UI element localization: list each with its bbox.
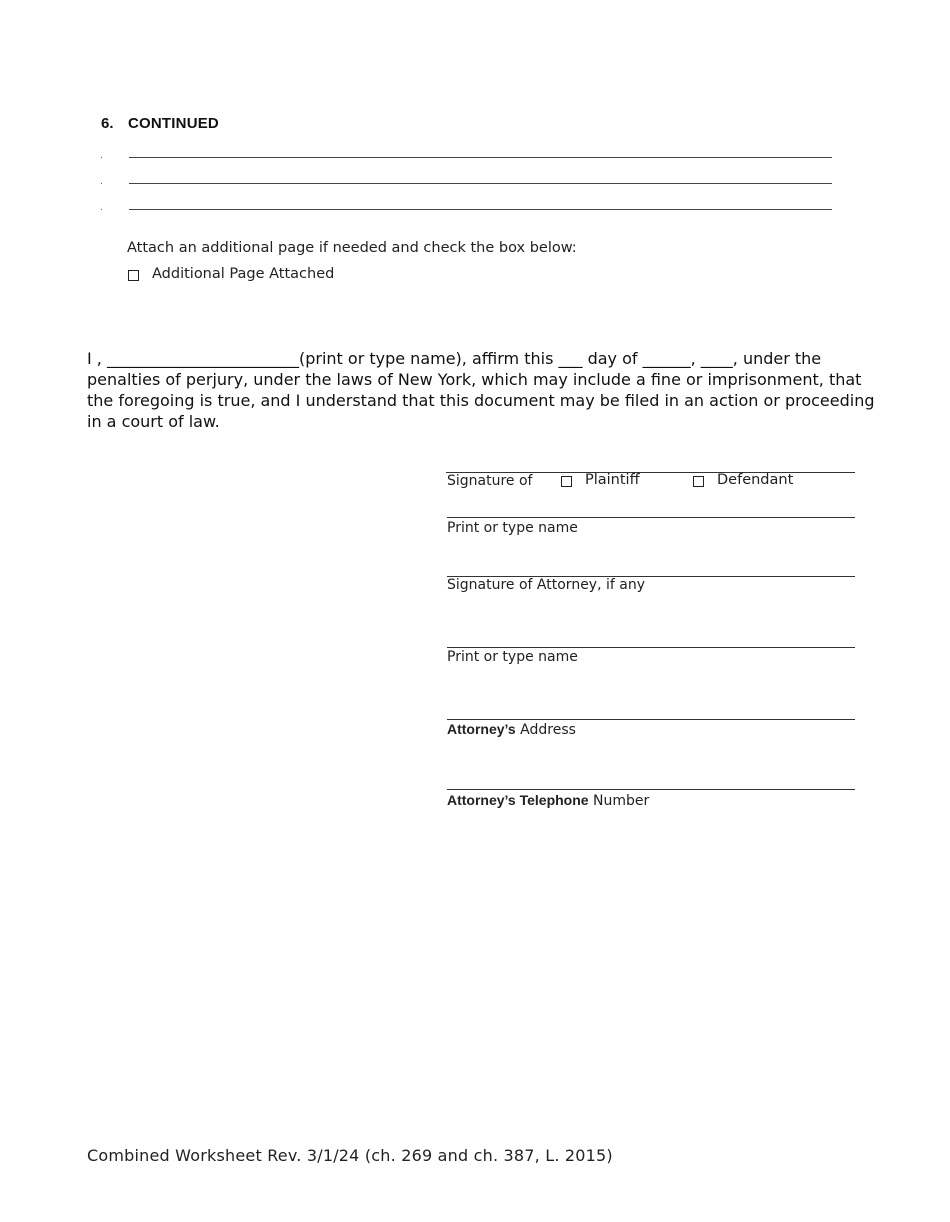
plaintiff-label: Plaintiff [585,472,640,488]
print-name-line[interactable] [447,517,855,518]
attorney-address-label [447,721,576,738]
defendant-checkbox[interactable] [693,476,704,487]
attach-instruction: Attach an additional page if needed and check the box below: [127,240,577,256]
signature-of-label: Signature of [447,473,533,489]
attorney-address-line[interactable] [447,719,855,720]
additional-page-checkbox[interactable] [128,270,139,281]
defendant-label: Defendant [717,472,794,488]
attorney-address-bold: Attorney’s [447,721,516,737]
section-title: CONTINUED [128,115,219,132]
attorney-phone-label [447,792,649,809]
plaintiff-checkbox[interactable] [561,476,572,487]
footer-revision: Combined Worksheet Rev. 3/1/24 (ch. 269 and ch. 387, L. 2015) [87,1146,613,1165]
continuation-line-3[interactable] [129,209,832,210]
continuation-line-1[interactable] [129,157,832,158]
attorney-phone-line[interactable] [447,789,855,790]
attorney-signature-label: Signature of Attorney, if any [447,577,645,593]
line-bullet: . [100,151,103,161]
attorney-print-name-line[interactable] [447,647,855,648]
additional-page-label: Additional Page Attached [152,266,335,282]
attorney-address-rest: Address [515,722,576,738]
line-bullet: . [100,203,103,213]
attorney-phone-bold: Attorney’s Telephone [447,792,589,808]
print-name-label: Print or type name [447,520,578,536]
attorney-phone-rest: Number [588,793,650,809]
continuation-line-2[interactable] [129,183,832,184]
attorney-print-name-label: Print or type name [447,649,578,665]
line-bullet: . [100,177,103,187]
affirmation-text: I , ________________________(print or type name), affirm this ___ day of ______, ____, under the penalties of perjury, under the laws of New York, which may include a fine or imprisonment, that the foregoing is true, and I understand that this document may be filed in an action or proceeding in a court of law. [87,349,875,431]
section-number: 6. [101,115,114,132]
